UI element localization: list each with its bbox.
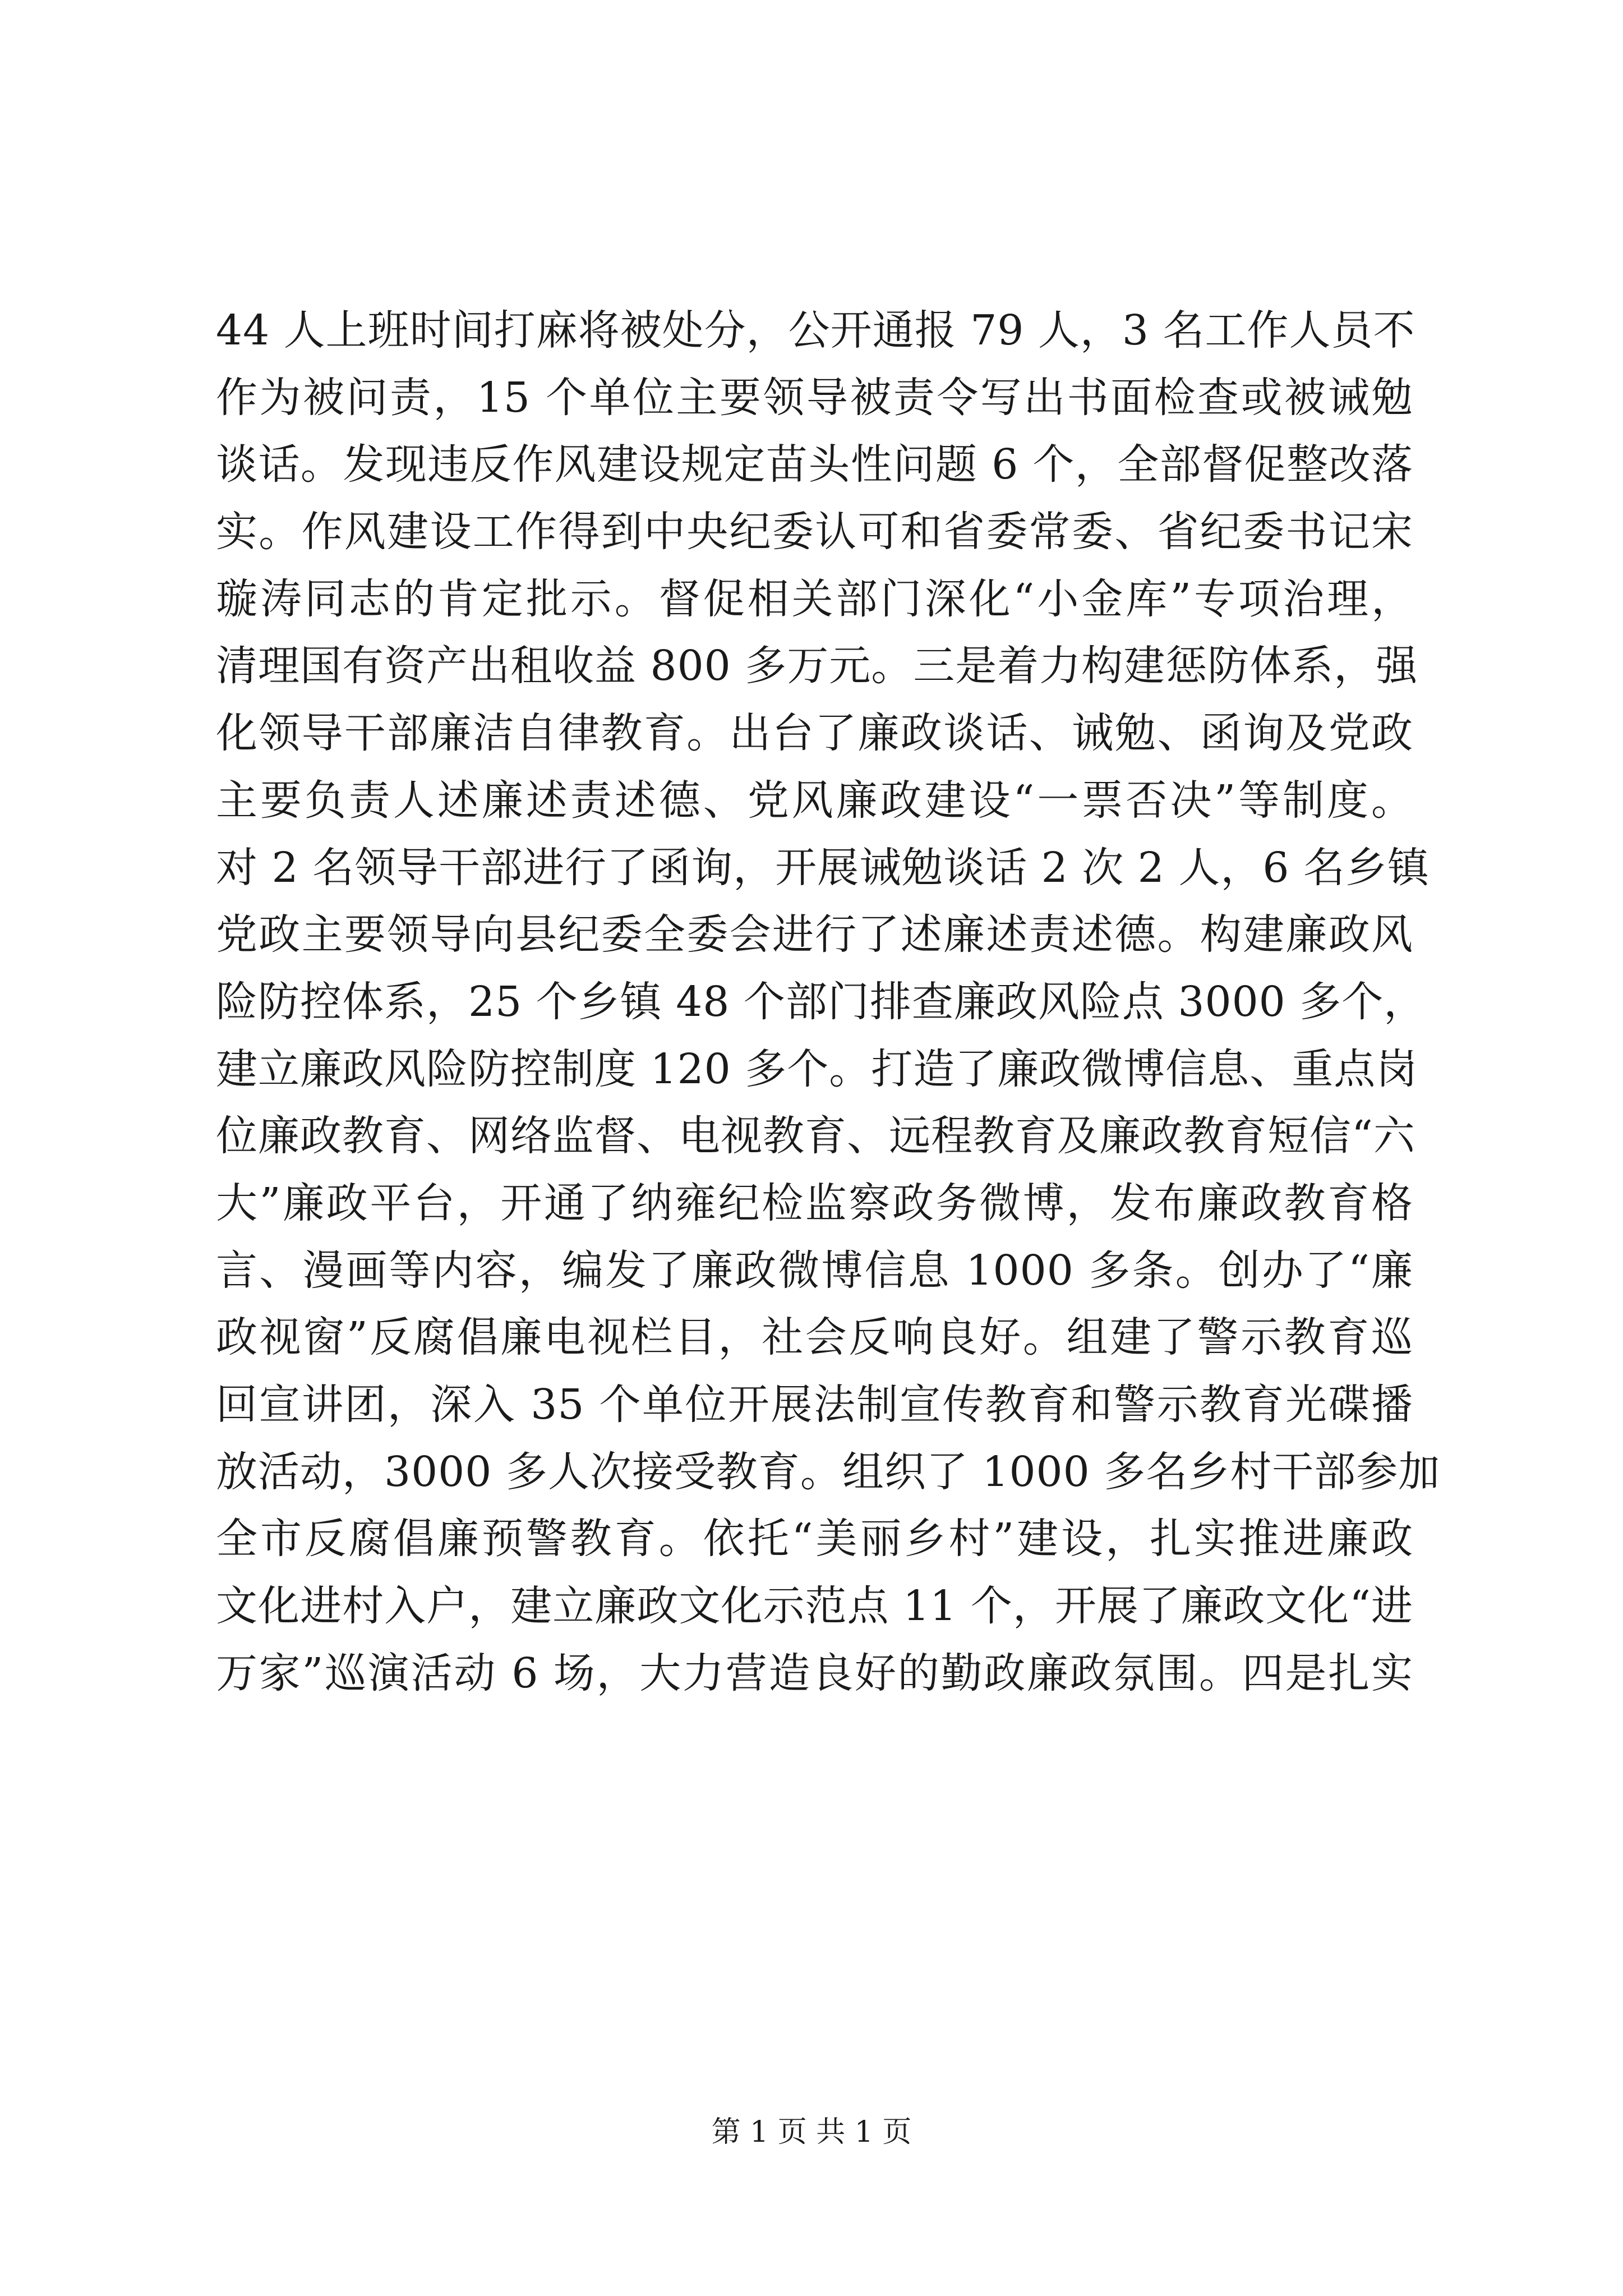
text-line: 璇涛同志的肯定批示。督促相关部门深化“小金库”专项治理，	[216, 574, 1413, 623]
text-line: 文化进村入户，建立廉政文化示范点 11 个，开展了廉政文化“进	[216, 1582, 1413, 1631]
text-line: 大”廉政平台，开通了纳雍纪检监察政务微博，发布廉政教育格	[216, 1179, 1413, 1227]
text-line: 主要负责人述廉述责述德、党风廉政建设“一票否决”等制度。	[216, 776, 1413, 825]
text-line: 化领导干部廉洁自律教育。出台了廉政谈话、诫勉、函询及党政	[216, 709, 1413, 758]
text-line: 位廉政教育、网络监督、电视教育、远程教育及廉政教育短信“六	[216, 1112, 1415, 1161]
page-footer	[0, 2113, 1623, 2152]
text-line: 回宣讲团，深入 35 个单位开展法制宣传教育和警示教育光碟播	[216, 1381, 1413, 1429]
text-line: 作为被问责，15 个单位主要领导被责令写出书面检查或被诫勉	[216, 373, 1413, 422]
text-line: 44 人上班时间打麻将被处分，公开通报 79 人，3 名工作人员不	[216, 306, 1415, 355]
text-line: 谈话。发现违反作风建设规定苗头性问题 6 个，全部督促整改落	[216, 440, 1413, 489]
text-line: 万家”巡演活动 6 场，大力营造良好的勤政廉政氛围。四是扎实	[216, 1649, 1413, 1697]
text-line: 清理国有资产出租收益 800 多万元。三是着力构建惩防体系，强	[216, 642, 1418, 691]
text-line: 政视窗”反腐倡廉电视栏目，社会反响良好。组建了警示教育巡	[216, 1313, 1413, 1362]
text-line: 对 2 名领导干部进行了函询，开展诫勉谈话 2 次 2 人，6 名乡镇	[216, 843, 1430, 892]
text-line: 党政主要领导向县纪委全委会进行了述廉述责述德。构建廉政风	[216, 910, 1413, 959]
text-line: 放活动，3000 多人次接受教育。组织了 1000 多名乡村干部参加	[216, 1447, 1441, 1496]
text-line: 全市反腐倡廉预警教育。依托“美丽乡村”建设，扎实推进廉政	[216, 1515, 1413, 1563]
text-line: 言、漫画等内容，编发了廉政微博信息 1000 多条。创办了“廉	[216, 1246, 1413, 1295]
document-body	[216, 297, 1441, 1707]
text-line: 建立廉政风险防控制度 120 多个。打造了廉政微博信息、重点岗	[216, 1045, 1418, 1093]
text-line: 险防控体系，25 个乡镇 48 个部门排查廉政风险点 3000 多个，	[216, 977, 1426, 1026]
text-line: 实。作风建设工作得到中央纪委认可和省委常委、省纪委书记宋	[216, 508, 1413, 556]
page-number-label: 第 1 页 共 1 页	[711, 2115, 912, 2149]
